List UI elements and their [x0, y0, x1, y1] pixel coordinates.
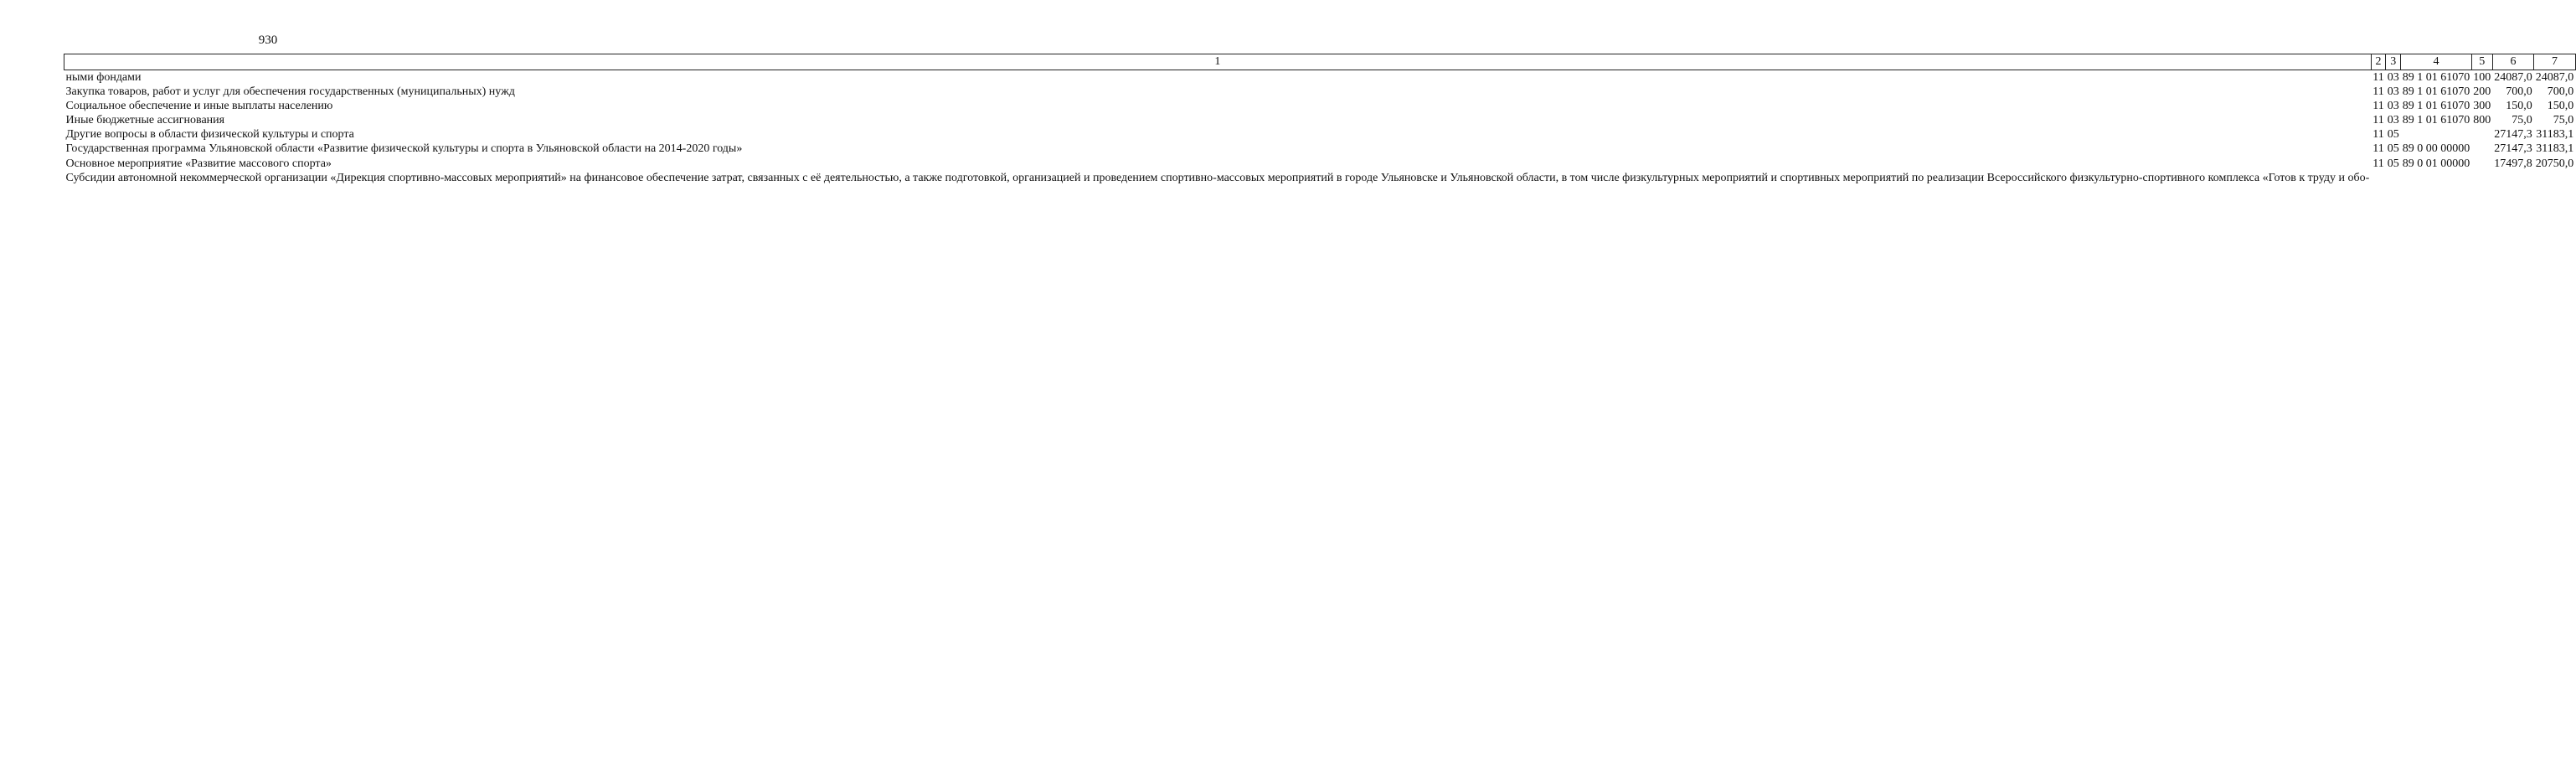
row-section-cell: 11	[2372, 142, 2384, 156]
row-subsection-cell: 03	[2387, 100, 2399, 113]
row-amount-2020-cell: 150,0	[2547, 100, 2574, 113]
row-amount-2019-cell: 24087,0	[2494, 71, 2532, 84]
row-expense-type-cell	[2471, 157, 2492, 171]
table-body	[64, 70, 2576, 185]
column-header: 5	[2471, 54, 2492, 70]
row-subsection-cell: 05	[2387, 142, 2399, 156]
page-number: 930	[258, 34, 278, 47]
row-expense-type-cell: 300	[2473, 100, 2491, 113]
row-subsection-cell	[2386, 171, 2401, 185]
table-row	[64, 127, 2576, 142]
row-target-article-cell: 89 1 01 61070	[2402, 114, 2470, 127]
column-header: 2	[2371, 54, 2385, 70]
row-target-article-cell: 89 1 01 61070	[2402, 85, 2470, 99]
row-amount-2019-cell: 27147,3	[2494, 142, 2532, 156]
row-amount-2019-cell: 27147,3	[2494, 128, 2532, 142]
row-name-cell: Субсидии автономной некоммерческой организации «Дирекция спортивно-массовых мероприятий» на финансовое обеспечение затрат, связанных с её деятельностью, а также подготовкой, организацией и проведением спортивно-массовых мероприятий в городе Ульяновске и Ульяновской области, в том числе физкультурных мероприятий и спортивных мероприятий по реализации Всероссийского физкультурно-спортивного комплекса «Готов к труду и обо-	[65, 171, 2370, 184]
row-expense-type-cell	[2471, 171, 2492, 185]
row-amount-2020-cell: 75,0	[2553, 114, 2574, 127]
column-header: 4	[2401, 54, 2472, 70]
row-name-cell: Социальное обеспечение и иные выплаты населению	[65, 100, 333, 113]
row-amount-2019-cell: 75,0	[2512, 114, 2532, 127]
table-row	[64, 113, 2576, 127]
row-amount-2019-cell: 700,0	[2506, 85, 2532, 99]
row-amount-2019-cell	[2492, 171, 2534, 185]
row-section-cell: 11	[2372, 128, 2384, 142]
column-header: 3	[2386, 54, 2401, 70]
row-subsection-cell: 03	[2387, 71, 2399, 84]
row-expense-type-cell: 200	[2473, 85, 2491, 99]
table-row	[64, 142, 2576, 156]
column-header: 1	[64, 54, 2372, 70]
row-amount-2020-cell: 31183,1	[2536, 142, 2574, 156]
row-section-cell: 11	[2372, 157, 2384, 170]
row-section-cell: 11	[2372, 100, 2384, 113]
row-section-cell	[2371, 171, 2385, 185]
row-section-cell: 11	[2372, 85, 2384, 99]
row-name-cell: Иные бюджетные ассигнования	[65, 114, 225, 127]
row-amount-2020-cell: 24087,0	[2535, 71, 2574, 84]
row-name-cell: Закупка товаров, работ и услуг для обеспечения государственных (муниципальных) нужд	[65, 85, 515, 99]
row-expense-type-cell	[2471, 142, 2492, 156]
row-amount-2020-cell	[2534, 171, 2576, 185]
table-row	[64, 85, 2576, 99]
table-row	[64, 171, 2576, 185]
row-name-cell: Государственная программа Ульяновской области «Развитие физической культуры и спорта в Ульяновской области на 2014-2020 годы»	[65, 142, 743, 156]
row-target-article-cell: 89 0 01 00000	[2402, 157, 2470, 170]
row-amount-2019-cell: 150,0	[2506, 100, 2532, 113]
row-subsection-cell: 03	[2387, 114, 2399, 127]
row-expense-type-cell: 100	[2473, 71, 2491, 84]
row-target-article-cell	[2401, 127, 2472, 142]
row-name-cell: Основное мероприятие «Развитие массового спорта»	[65, 157, 332, 170]
row-target-article-cell: 89 1 01 61070	[2402, 100, 2470, 113]
table-row	[64, 157, 2576, 171]
row-subsection-cell: 03	[2387, 85, 2399, 99]
row-name-cell: Другие вопросы в области физической культуры и спорта	[65, 128, 354, 142]
row-section-cell: 11	[2372, 71, 2384, 84]
row-amount-2020-cell: 20750,0	[2535, 157, 2574, 170]
table-row	[64, 70, 2576, 85]
row-amount-2020-cell: 31183,1	[2536, 128, 2574, 142]
table-header-row	[64, 54, 2576, 70]
column-header: 7	[2534, 54, 2576, 70]
row-target-article-cell	[2401, 171, 2472, 185]
row-amount-2020-cell: 700,0	[2547, 85, 2574, 99]
row-subsection-cell: 05	[2387, 157, 2399, 170]
column-header: 6	[2492, 54, 2534, 70]
row-target-article-cell: 89 0 00 00000	[2402, 142, 2470, 156]
row-section-cell: 11	[2372, 114, 2384, 127]
row-expense-type-cell	[2471, 127, 2492, 142]
row-name-cell: ными фондами	[65, 71, 142, 84]
budget-table	[64, 54, 2576, 185]
row-subsection-cell: 05	[2387, 128, 2399, 142]
row-amount-2019-cell: 17497,8	[2494, 157, 2532, 170]
row-expense-type-cell: 800	[2473, 114, 2491, 127]
table-row	[64, 99, 2576, 113]
row-target-article-cell: 89 1 01 61070	[2402, 71, 2470, 84]
